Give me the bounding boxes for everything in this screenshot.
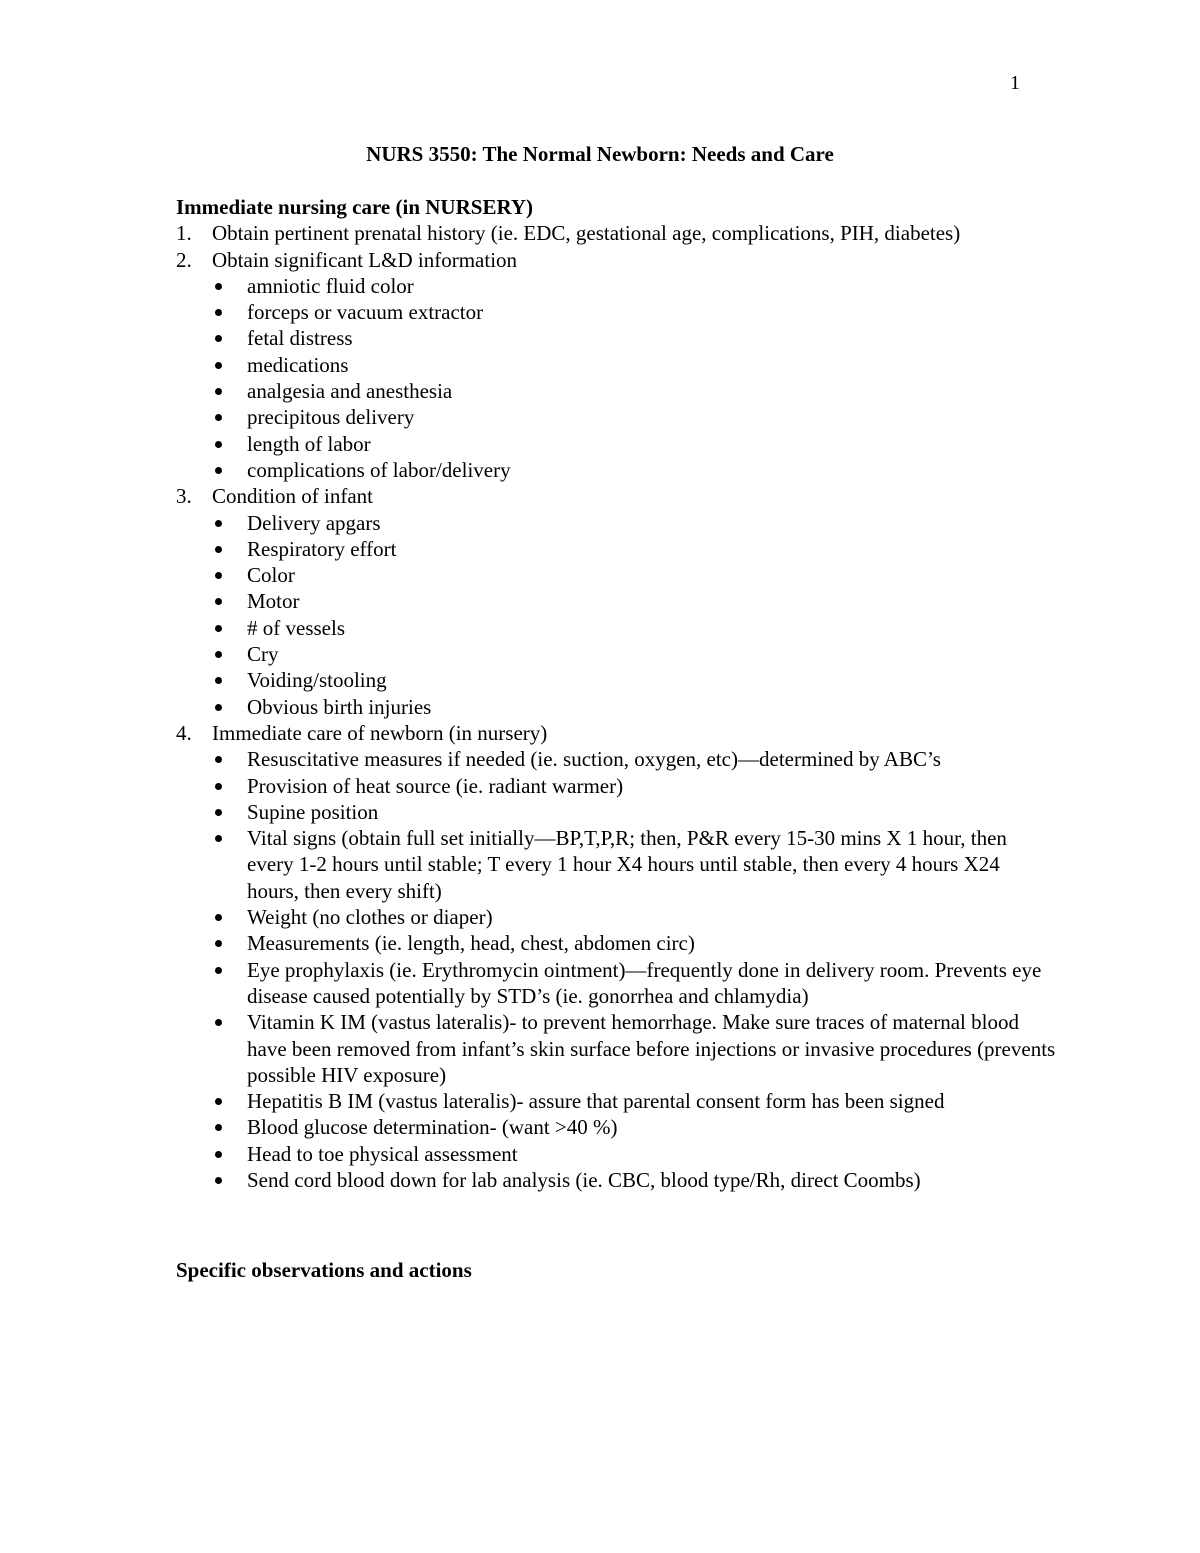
bullet-item: Color xyxy=(176,562,1056,588)
bullet-item: Delivery apgars xyxy=(176,510,1056,536)
bullet-item: Vital signs (obtain full set initially—BP,T,P,R; then, P&R every 15-30 mins X 1 hour, then every 1-2 hours until stable; T every 1 hour X4 hours until stable, then every 4 hours X24 hours, then every shift) xyxy=(176,825,1056,904)
document-body xyxy=(176,194,1056,1284)
numbered-item-row xyxy=(176,247,1056,273)
item-text: Obtain pertinent prenatal history (ie. EDC, gestational age, complications, PIH, diabetes) xyxy=(212,221,961,246)
bullet-item: forceps or vacuum extractor xyxy=(176,299,1056,325)
bullet-item: length of labor xyxy=(176,431,1056,457)
bullet-item: complications of labor/delivery xyxy=(176,457,1056,483)
numbered-item xyxy=(176,720,1056,1193)
document-title: NURS 3550: The Normal Newborn: Needs and Care xyxy=(366,142,834,166)
bullet-item: Vitamin K IM (vastus lateralis)- to prevent hemorrhage. Make sure traces of maternal blood have been removed from infant’s skin surface before injections or invasive procedures (prevents possible HIV exposure) xyxy=(176,1009,1056,1088)
bullet-item: Motor xyxy=(176,588,1056,614)
item-number: 4. xyxy=(176,720,192,745)
numbered-item-row xyxy=(176,720,1056,746)
bullet-item: Hepatitis B IM (vastus lateralis)- assure that parental consent form has been signed xyxy=(176,1088,1056,1114)
item-text: Immediate care of newborn (in nursery) xyxy=(212,720,548,745)
numbered-item xyxy=(176,220,1056,246)
bullet-item: Resuscitative measures if needed (ie. suction, oxygen, etc)—determined by ABC’s xyxy=(176,746,1056,772)
blank-space xyxy=(176,1193,1056,1257)
bullet-item: Provision of heat source (ie. radiant warmer) xyxy=(176,773,1056,799)
bullet-item: amniotic fluid color xyxy=(176,273,1056,299)
bullet-item: # of vessels xyxy=(176,615,1056,641)
item-text: Obtain significant L&D information xyxy=(212,247,518,272)
section-heading-specific-observations: Specific observations and actions xyxy=(176,1258,472,1283)
bullet-item: Send cord blood down for lab analysis (ie. CBC, blood type/Rh, direct Coombs) xyxy=(176,1167,1056,1193)
item-number: 1. xyxy=(176,221,192,246)
bullet-list xyxy=(176,273,1056,483)
numbered-item xyxy=(176,483,1056,720)
numbered-item-row xyxy=(176,483,1056,509)
bullet-item: Weight (no clothes or diaper) xyxy=(176,904,1056,930)
bullet-list xyxy=(176,746,1056,1193)
bullet-item: Supine position xyxy=(176,799,1056,825)
bullet-item: Eye prophylaxis (ie. Erythromycin ointment)—frequently done in delivery room. Prevents eye disease caused potentially by STD’s (ie. gonorrhea and chlamydia) xyxy=(176,957,1056,1010)
bullet-item: Blood glucose determination- (want >40 %) xyxy=(176,1114,1056,1140)
item-number: 2. xyxy=(176,247,192,272)
bullet-item: Voiding/stooling xyxy=(176,667,1056,693)
page-number: 1 xyxy=(1010,72,1020,94)
bullet-item: precipitous delivery xyxy=(176,404,1056,430)
bullet-item: Obvious birth injuries xyxy=(176,694,1056,720)
bullet-item: Respiratory effort xyxy=(176,536,1056,562)
numbered-item xyxy=(176,247,1056,484)
bullet-list xyxy=(176,510,1056,720)
bullet-item: medications xyxy=(176,352,1056,378)
item-text: Condition of infant xyxy=(212,484,373,509)
bullet-item: fetal distress xyxy=(176,325,1056,351)
item-number: 3. xyxy=(176,484,192,509)
numbered-item-row xyxy=(176,220,1056,246)
bullet-item: analgesia and anesthesia xyxy=(176,378,1056,404)
bullet-item: Measurements (ie. length, head, chest, abdomen circ) xyxy=(176,930,1056,956)
bullet-item: Cry xyxy=(176,641,1056,667)
bullet-item: Head to toe physical assessment xyxy=(176,1141,1056,1167)
section-heading-immediate-care: Immediate nursing care (in NURSERY) xyxy=(176,195,534,219)
numbered-list xyxy=(176,220,1056,1193)
